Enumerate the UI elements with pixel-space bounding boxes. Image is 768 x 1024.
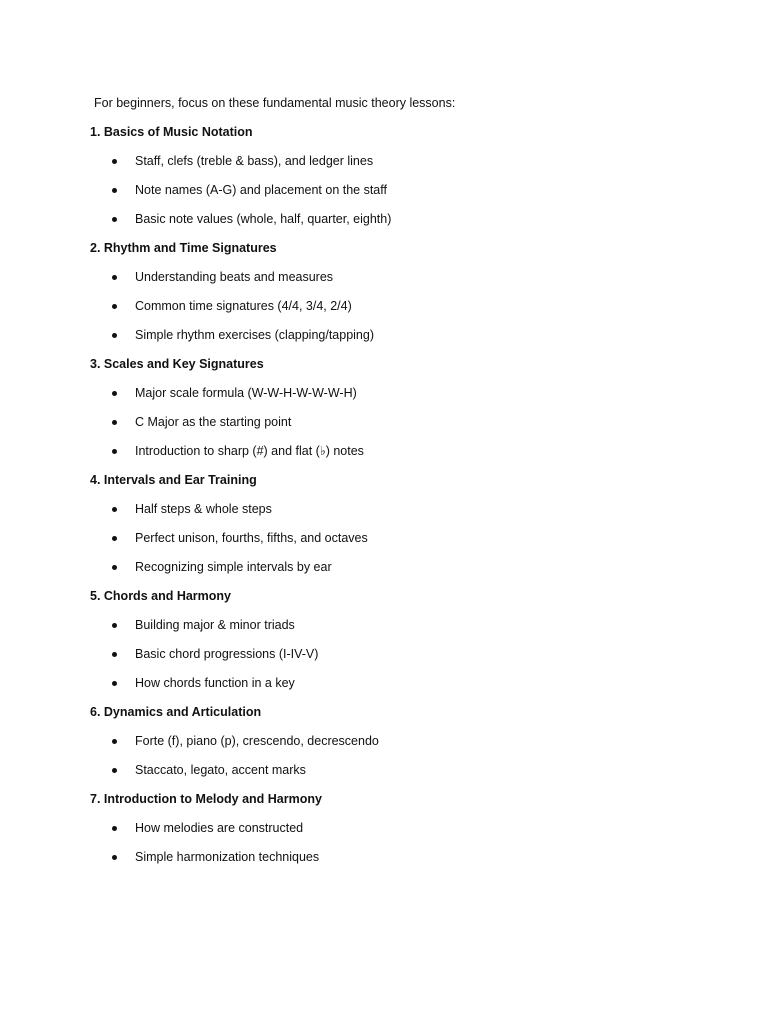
list-item-text: Note names (A-G) and placement on the staff — [135, 183, 387, 197]
list-item — [90, 558, 730, 576]
bullet-icon — [112, 536, 117, 541]
bullet-list — [90, 819, 730, 866]
section-heading: 6. Dynamics and Articulation — [90, 705, 262, 719]
bullet-list — [90, 384, 730, 460]
list-item — [90, 268, 730, 286]
bullet-icon — [112, 565, 117, 570]
bullet-icon — [112, 333, 117, 338]
bullet-list — [90, 732, 730, 779]
list-item — [90, 152, 730, 170]
list-item-text: Staff, clefs (treble & bass), and ledger lines — [135, 154, 374, 168]
bullet-icon — [112, 826, 117, 831]
section-7 — [90, 790, 730, 866]
list-item — [90, 297, 730, 315]
bullet-icon — [112, 623, 117, 628]
list-item — [90, 761, 730, 779]
section-2 — [90, 239, 730, 344]
list-item-text: Simple rhythm exercises (clapping/tapping) — [135, 328, 374, 342]
list-item-text: Introduction to sharp (#) and flat (♭) notes — [135, 444, 364, 458]
bullet-icon — [112, 768, 117, 773]
list-item — [90, 674, 730, 692]
bullet-list — [90, 500, 730, 576]
intro-text: For beginners, focus on these fundamental music theory lessons: — [94, 96, 456, 110]
list-item-text: C Major as the starting point — [135, 415, 292, 429]
list-item-text: Basic note values (whole, half, quarter, eighth) — [135, 212, 392, 226]
list-item — [90, 645, 730, 663]
bullet-icon — [112, 507, 117, 512]
list-item — [90, 529, 730, 547]
list-item — [90, 181, 730, 199]
section-heading: 7. Introduction to Melody and Harmony — [90, 792, 322, 806]
section-3 — [90, 355, 730, 460]
list-item-text: Basic chord progressions (I-IV-V) — [135, 647, 319, 661]
bullet-icon — [112, 449, 117, 454]
list-item — [90, 326, 730, 344]
bullet-icon — [112, 420, 117, 425]
list-item — [90, 210, 730, 228]
bullet-icon — [112, 855, 117, 860]
bullet-icon — [112, 652, 117, 657]
list-item — [90, 413, 730, 431]
list-item — [90, 848, 730, 866]
bullet-list — [90, 616, 730, 692]
bullet-icon — [112, 275, 117, 280]
section-6 — [90, 703, 730, 779]
bullet-icon — [112, 304, 117, 309]
lesson-sections — [90, 123, 730, 877]
list-item-text: Half steps & whole steps — [135, 502, 272, 516]
list-item-text: Common time signatures (4/4, 3/4, 2/4) — [135, 299, 352, 313]
list-item — [90, 442, 730, 460]
section-4 — [90, 471, 730, 576]
list-item-text: Staccato, legato, accent marks — [135, 763, 306, 777]
list-item — [90, 500, 730, 518]
list-item-text: Understanding beats and measures — [135, 270, 334, 284]
list-item-text: Perfect unison, fourths, fifths, and octaves — [135, 531, 368, 545]
bullet-icon — [112, 217, 117, 222]
section-heading: 4. Intervals and Ear Training — [90, 473, 257, 487]
section-heading: 2. Rhythm and Time Signatures — [90, 241, 277, 255]
list-item — [90, 384, 730, 402]
section-5 — [90, 587, 730, 692]
section-heading: 3. Scales and Key Signatures — [90, 357, 264, 371]
list-item-text: Forte (f), piano (p), crescendo, decrescendo — [135, 734, 379, 748]
list-item — [90, 732, 730, 750]
list-item-text: How chords function in a key — [135, 676, 295, 690]
list-item-text: Recognizing simple intervals by ear — [135, 560, 332, 574]
list-item-text: Major scale formula (W-W-H-W-W-W-H) — [135, 386, 357, 400]
bullet-list — [90, 268, 730, 344]
bullet-list — [90, 152, 730, 228]
bullet-icon — [112, 681, 117, 686]
section-heading: 5. Chords and Harmony — [90, 589, 231, 603]
list-item — [90, 616, 730, 634]
list-item-text: How melodies are constructed — [135, 821, 304, 835]
list-item-text: Building major & minor triads — [135, 618, 295, 632]
bullet-icon — [112, 159, 117, 164]
section-1 — [90, 123, 730, 228]
bullet-icon — [112, 391, 117, 396]
list-item-text: Simple harmonization techniques — [135, 850, 320, 864]
bullet-icon — [112, 188, 117, 193]
list-item — [90, 819, 730, 837]
section-heading: 1. Basics of Music Notation — [90, 125, 253, 139]
bullet-icon — [112, 739, 117, 744]
